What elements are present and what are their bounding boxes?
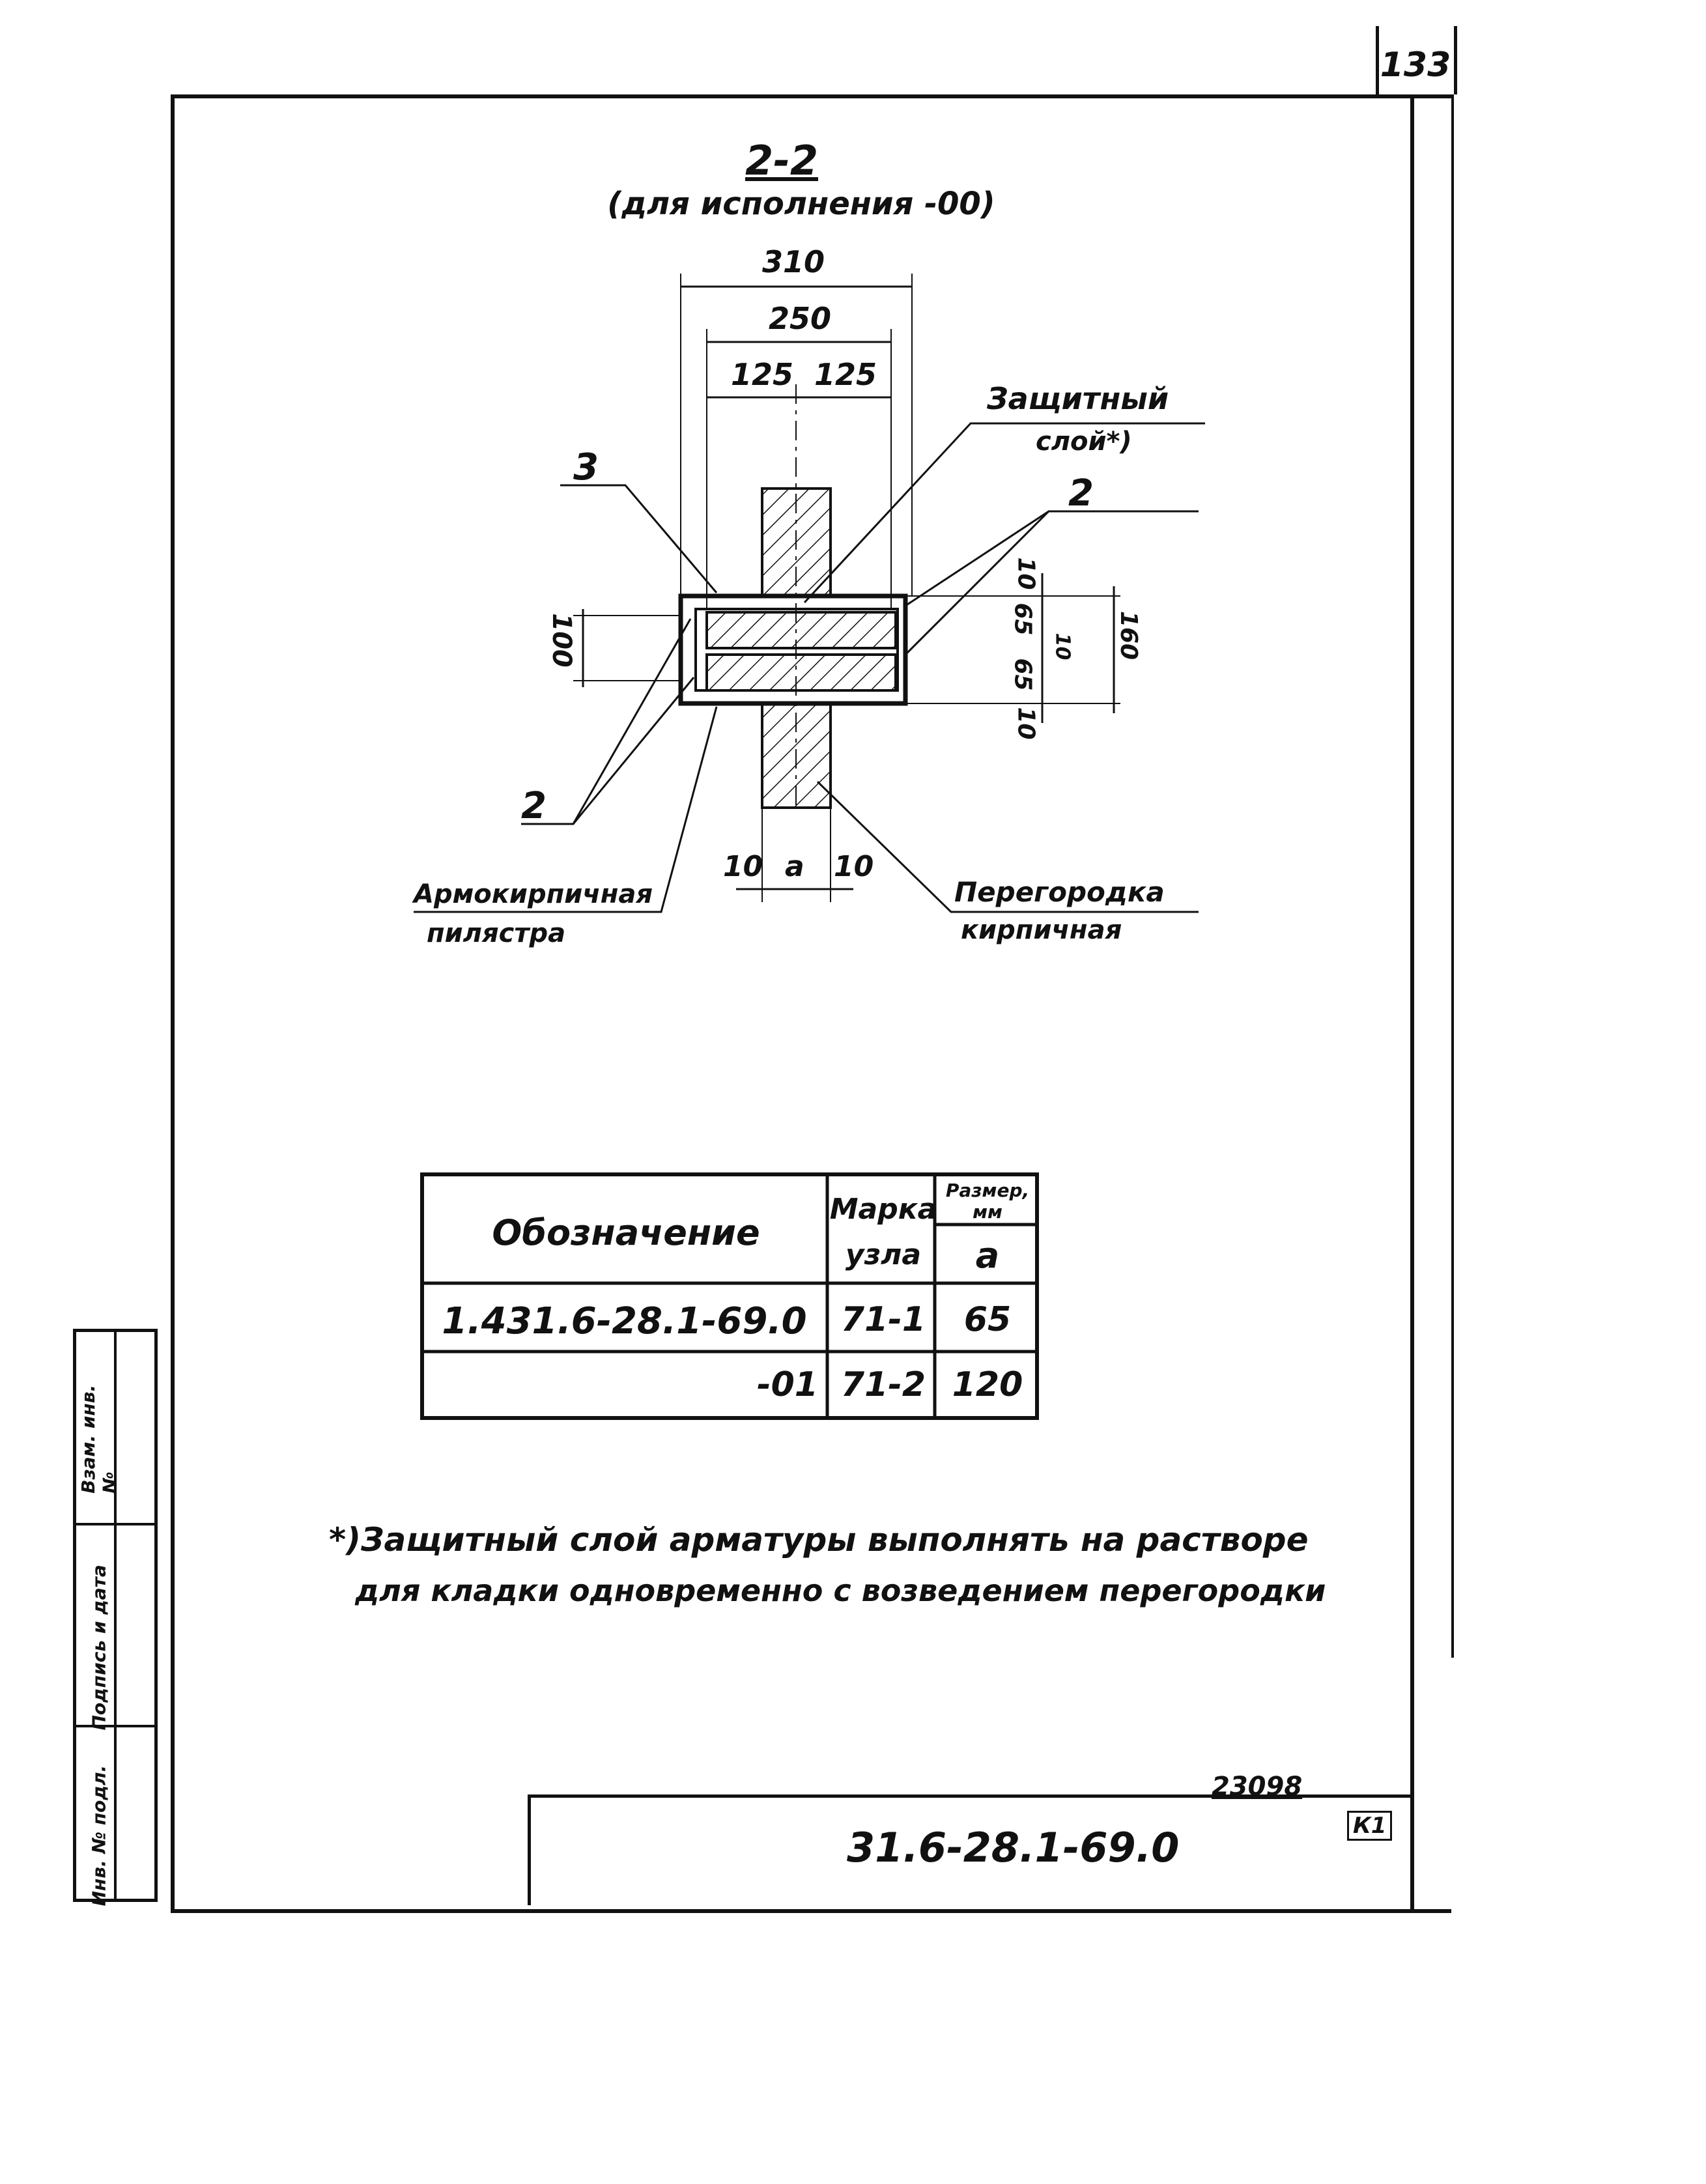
row1-size: 65 <box>963 1300 1012 1339</box>
label-pilaster-line1: Армокирпичная <box>414 879 653 909</box>
archive-number: 23098 <box>1212 1772 1303 1802</box>
header-mark-line1: Марка <box>829 1193 937 1226</box>
side-stamp <box>73 1329 158 1907</box>
callout-3: 3 <box>573 446 599 489</box>
section-subtitle: (для исполнения -00) <box>607 186 995 222</box>
dim-bottom-10-right: 10 <box>834 850 874 883</box>
callout-2-bottom: 2 <box>521 785 547 827</box>
dim-100: 100 <box>546 613 576 668</box>
header-designation: Обозначение <box>492 1212 760 1253</box>
dim-160: 160 <box>1115 610 1143 660</box>
page-number: 133 <box>1380 46 1451 85</box>
footnote-line1: *)Защитный слой арматуры выполнять на растворе <box>329 1521 1309 1559</box>
label-partition-line1: Перегородка <box>954 876 1165 908</box>
dim-250: 250 <box>769 301 832 336</box>
row1-mark: 71-1 <box>840 1300 926 1339</box>
dim-125-left: 125 <box>731 357 794 392</box>
header-size-a: a <box>975 1235 1000 1276</box>
row2-mark: 71-2 <box>840 1365 926 1404</box>
dim-right-65-top: 65 <box>1009 603 1036 636</box>
dim-right-10-bottom: 10 <box>1012 707 1040 740</box>
stamp-cell-inventory: Инв. № подл. <box>88 1765 110 1907</box>
label-protective-line1: Защитный <box>987 381 1169 416</box>
leader-2-bottom-b <box>573 677 694 824</box>
dim-125-right: 125 <box>814 357 877 392</box>
leader-2-top-a <box>905 511 1199 606</box>
designation-table <box>420 1172 1039 1420</box>
row2-designation: -01 <box>757 1365 818 1404</box>
label-partition-line2: кирпичная <box>961 915 1122 945</box>
dim-bottom-a: a <box>785 850 804 883</box>
brick-row-1 <box>707 612 896 648</box>
leader-3 <box>560 485 717 593</box>
stamp-cell-replace: Взам. инв. № <box>78 1384 121 1494</box>
row1-designation: 1.431.6-28.1-69.0 <box>442 1300 807 1342</box>
brick-row-2 <box>707 655 896 690</box>
leader-protective <box>804 423 1205 603</box>
section-title: 2-2 <box>745 137 818 184</box>
dim-right-10-top: 10 <box>1012 557 1040 590</box>
callout-2-top: 2 <box>1068 472 1094 515</box>
footnote-line2: для кладки одновременно с возведением перегородки <box>355 1573 1326 1608</box>
dim-right-65-bottom: 65 <box>1009 658 1036 691</box>
header-size-line2: мм <box>973 1201 1002 1223</box>
document-code: 31.6-28.1-69.0 <box>847 1824 1180 1871</box>
dim-310: 310 <box>762 244 825 279</box>
label-pilaster-line2: пилястра <box>427 918 566 948</box>
header-size-line1: Размер, <box>945 1180 1030 1201</box>
header-mark-line2: узла <box>845 1238 922 1271</box>
label-protective-line2: слой*) <box>1036 427 1132 457</box>
dim-right-10-mid: 10 <box>1051 632 1074 660</box>
dim-bottom-10-left: 10 <box>723 850 763 883</box>
stamp-cell-signature: Подпись и дата <box>88 1565 110 1731</box>
sheet-mark: К1 <box>1347 1811 1392 1841</box>
row2-size: 120 <box>952 1365 1023 1404</box>
